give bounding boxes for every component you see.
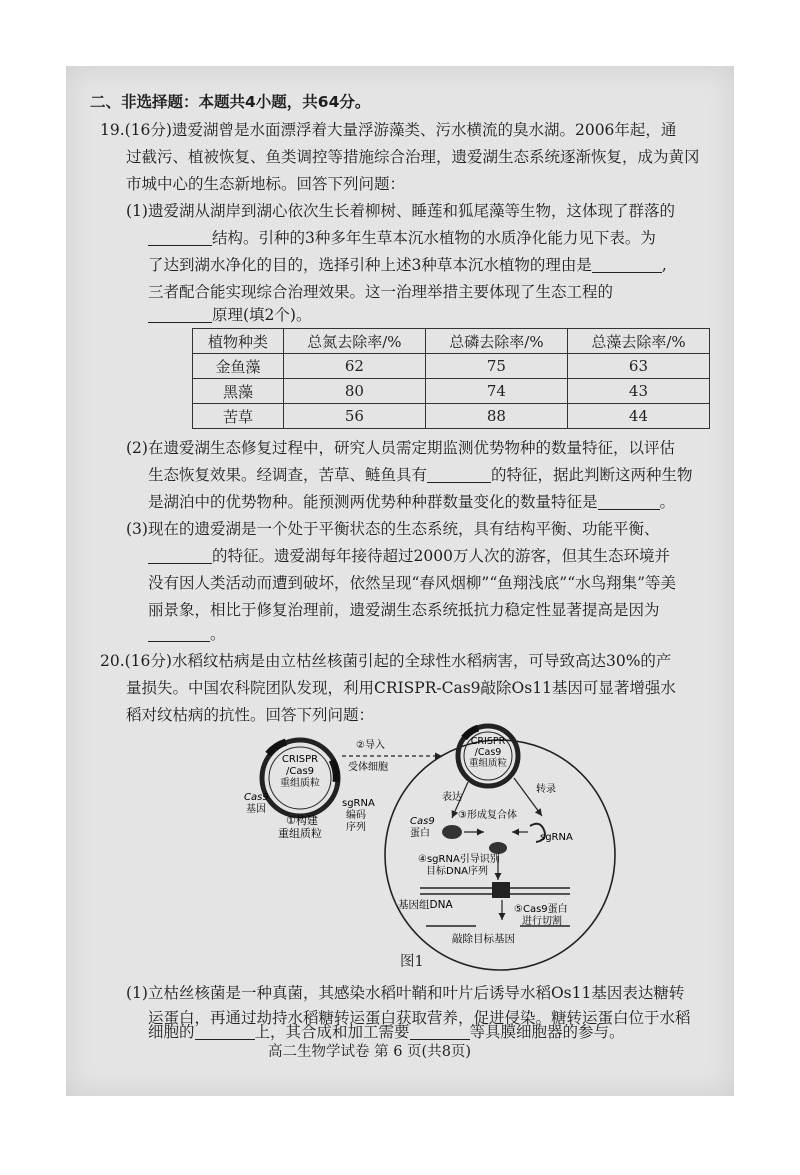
answer-blank[interactable] — [148, 625, 210, 642]
table-cell: 80 — [283, 379, 425, 404]
q19-part3-line1: (3)现在的遗爱湖是一个处于平衡状态的生态系统，具有结构平衡、功能平衡、 — [126, 520, 660, 538]
table-cell: 44 — [567, 404, 709, 429]
step1-label: ①构建 — [286, 814, 318, 827]
q19-stem-line2: 过截污、植被恢复、鱼类调控等措施综合治理，遗爱湖生态系统逐渐恢复，成为黄冈 — [126, 148, 700, 166]
table-cell: 74 — [425, 379, 567, 404]
q19-part2-line1: (2)在遗爱湖生态修复过程中，研究人员需定期监测优势物种的数量特征，以评估 — [126, 439, 675, 457]
answer-blank[interactable] — [598, 493, 660, 510]
step4-label: 目标DNA序列 — [426, 866, 489, 877]
page-footer: 高二生物学试卷 第 6 页(共8页) — [268, 1044, 472, 1060]
q19-part2-line3: 是湖泊中的优势物种。能预测两优势种种群数量变化的数量特征是 — [148, 493, 598, 511]
answer-blank[interactable] — [148, 306, 212, 323]
step4-label: ④sgRNA引导识别 — [418, 854, 500, 865]
q20-part1-line3b: 上，其合成和加工需要 — [254, 1023, 410, 1041]
plasmid-label: 重组质粒 — [468, 758, 508, 769]
figure-caption: 图1 — [400, 954, 424, 970]
table-cell: 金鱼藻 — [193, 354, 284, 379]
table-cell: 黑藻 — [193, 379, 284, 404]
table-cell: 88 — [425, 404, 567, 429]
plasmid-label: CRISPR — [281, 754, 319, 765]
cas9-protein-label: Cas9 — [410, 816, 435, 827]
table-cell: 43 — [567, 379, 709, 404]
table-header: 总氮去除率/% — [283, 329, 425, 354]
q19-part3-line2: 的特征。遗爱湖每年接待超过2000万人次的游客，但其生态环境并 — [212, 547, 670, 565]
q19-stem-line3: 市城中心的生态新地标。回答下列问题： — [126, 175, 406, 193]
cas9-protein-label: 蛋白 — [410, 828, 430, 839]
table-header: 植物种类 — [193, 329, 284, 354]
sgrna-label: sgRNA — [540, 832, 573, 843]
q19-part2-line2: 生态恢复效果。经调查，苦草、鲢鱼具有 — [148, 466, 428, 484]
target-site — [492, 882, 510, 898]
table-cell: 苦草 — [193, 404, 284, 429]
table-header: 总磷去除率/% — [425, 329, 567, 354]
table-header: 总藻去除率/% — [567, 329, 709, 354]
cas9-protein-shape — [442, 825, 462, 839]
table-cell: 62 — [283, 354, 425, 379]
table-cell: 56 — [283, 404, 425, 429]
plasmid-label: /Cas9 — [474, 747, 502, 758]
answer-blank[interactable] — [410, 1023, 470, 1040]
table-header-row — [193, 329, 710, 354]
genome-dna-label: 基因组DNA — [398, 899, 453, 911]
sgrna-seq-label: 编码 — [346, 810, 366, 821]
complex-shape — [489, 842, 507, 854]
section-header: 二、非选择题：本题共4小题，共64分。 — [90, 93, 371, 111]
step5-label: ⑤Cas9蛋白 — [514, 904, 568, 915]
table-row — [193, 354, 710, 379]
q19-part1-line3: 了达到湖水净化的目的，选择引种上述3种草本沉水植物的理由是 — [148, 256, 592, 274]
q19-part1-line2: 结构。引种的3种多年生草本沉水植物的水质净化能力见下表。为 — [212, 229, 656, 247]
q20-part1-line1: (1)立枯丝核菌是一种真菌，其感染水稻叶鞘和叶片后诱导水稻Os11基因表达糖转 — [126, 984, 685, 1002]
express-label: 表达 — [442, 792, 462, 803]
plasmid-label: 重组质粒 — [280, 778, 320, 789]
plasmid-label: CRISPR — [470, 736, 506, 747]
step1-label: 重组质粒 — [278, 827, 322, 840]
q20-stem-line2: 量损失。中国农科院团队发现，利用CRISPR-Cas9敲除Os11基因可显著增强水 — [126, 679, 676, 697]
plasmid-label: /Cas9 — [285, 766, 315, 777]
q20-part1-line3a: 细胞的 — [148, 1023, 195, 1041]
table-row — [193, 404, 710, 429]
q19-part1-line1: (1)遗爱湖从湖岸到湖心依次生长着柳树、睡莲和狐尾藻等生物，这体现了群落的 — [126, 202, 675, 220]
q19-part1-line5: 原理(填2个)。 — [212, 306, 312, 324]
q19-part1-line4: 三者配合能实现综合治理效果。这一治理举措主要体现了生态工程的 — [148, 283, 614, 301]
step5-label: 进行切割 — [522, 916, 562, 927]
sgrna-seq-label: 序列 — [346, 822, 366, 833]
crispr-diagram — [230, 720, 630, 975]
answer-blank[interactable] — [195, 1023, 255, 1040]
q20-part1-line2: 运蛋白，再通过劫持水稻糖转运蛋白获取营养，促进侵染。糖转运蛋白位于水稻 — [148, 1009, 691, 1027]
q19-part3-line3: 没有因人类活动而遭到破坏，依然呈现“春风烟柳”“鱼翔浅底”“水鸟翔集”等美 — [148, 574, 677, 592]
table-cell: 75 — [425, 354, 567, 379]
q19-part3-line4: 丽景象，相比于修复治理前，遗爱湖生态系统抵抗力稳定性显著提高是因为 — [148, 601, 660, 619]
answer-blank[interactable] — [148, 229, 212, 246]
q20-part1-line3c: 等具膜细胞器的参与。 — [469, 1023, 625, 1041]
q19-part2-line2b: 的特征，据此判断这两种生物 — [491, 466, 693, 484]
q20-stem-line3: 稻对纹枯病的抗性。回答下列问题： — [126, 706, 375, 724]
step2-label: 受体细胞 — [348, 762, 388, 773]
sgrna-seq-label: sgRNA — [342, 798, 375, 809]
table-cell: 63 — [567, 354, 709, 379]
answer-blank[interactable] — [148, 547, 212, 564]
answer-blank[interactable] — [427, 466, 491, 483]
knockout-label: 敲除目标基因 — [452, 933, 515, 945]
cas9-gene-label: 基因 — [246, 804, 266, 815]
q19-stem-line1: 19.(16分)遗爱湖曾是水面漂浮着大量浮游藻类、污水横流的臭水湖。2006年起，通 — [100, 121, 677, 139]
table-row — [193, 379, 710, 404]
step3-label: ③形成复合体 — [458, 810, 517, 821]
answer-blank[interactable] — [592, 256, 662, 273]
step2-label: ②导入 — [356, 740, 385, 751]
q20-stem-line1: 20.(16分)水稻纹枯病是由立枯丝核菌引起的全球性水稻病害，可导致高达30%的产 — [100, 652, 672, 670]
purification-table — [192, 328, 710, 429]
cas9-gene-label: Cas9 — [244, 792, 269, 803]
transcribe-label: 转录 — [536, 784, 556, 795]
